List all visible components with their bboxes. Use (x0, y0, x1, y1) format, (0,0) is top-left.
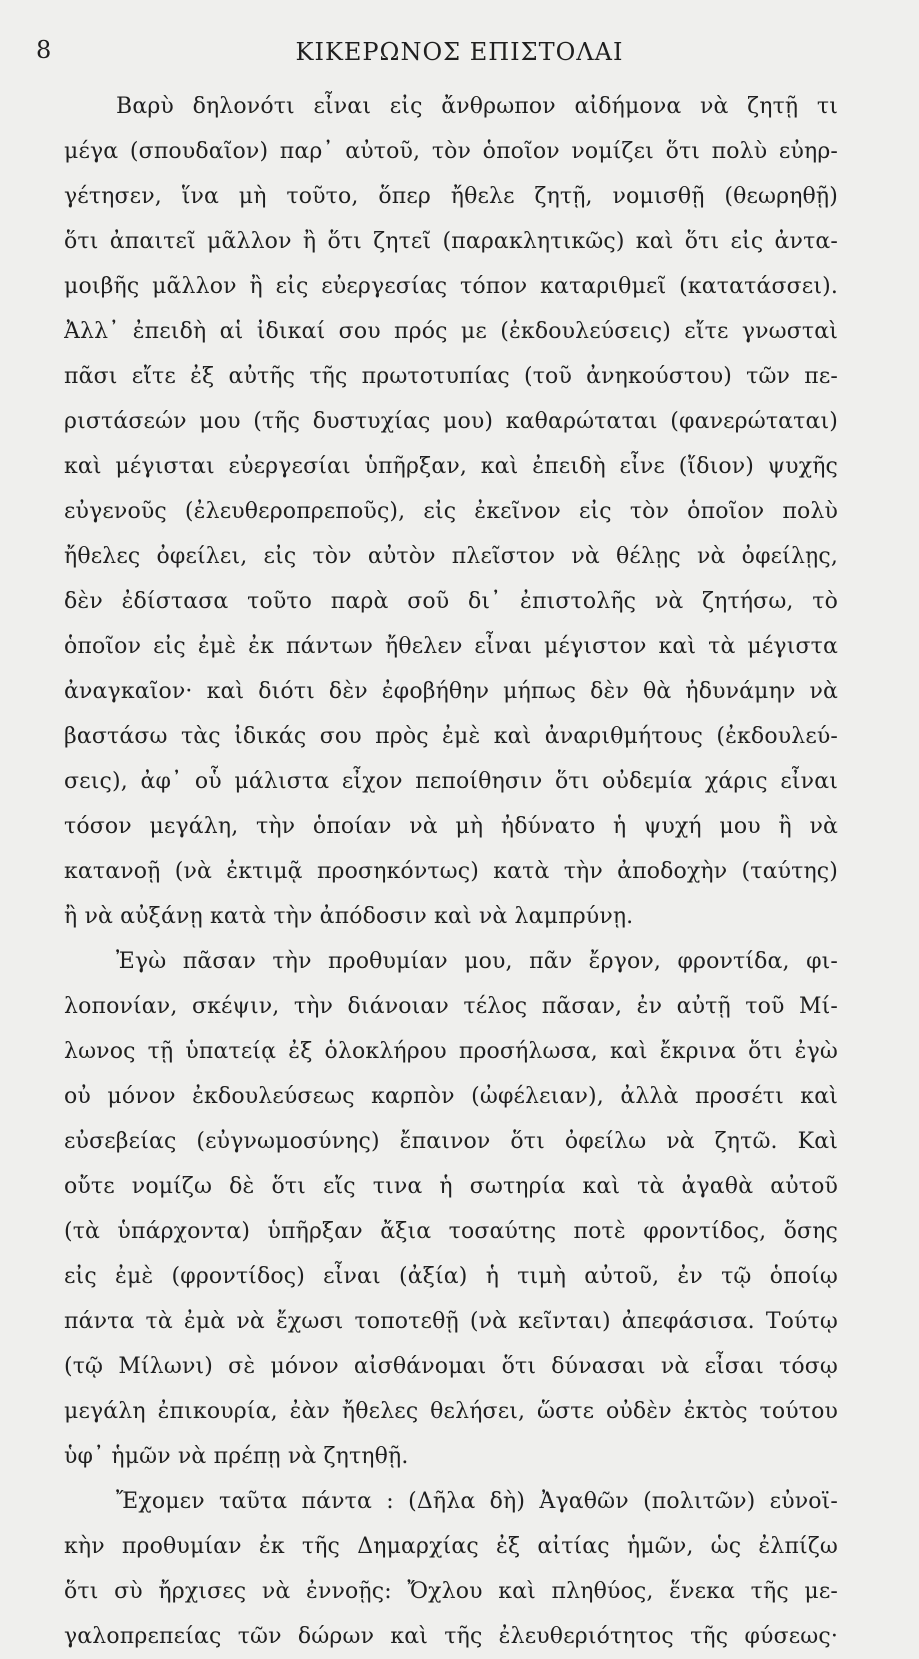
text-line: εὐγενοῦς (ἐλευθεροπρεποῦς), εἰς ἐκεῖνον εἰς τὸν ὁποῖον πολὺ (64, 499, 838, 524)
text-line: λωνος τῇ ὑπατείᾳ ἐξ ὁλοκλήρου προσήλωσα, καὶ ἔκρινα ὅτι ἐγὼ (64, 1039, 838, 1064)
text-line: ὁποῖον εἰς ἐμὲ ἐκ πάντων ἤθελεν εἶναι μέγιστον καὶ τὰ μέγιστα (64, 634, 838, 659)
text-line: δὲν ἐδίστασα τοῦτο παρὰ σοῦ δι᾽ ἐπιστολῆς νὰ ζητήσω, τὸ (64, 589, 838, 614)
text-line: κὴν προθυμίαν ἐκ τῆς Δημαρχίας ἐξ αἰτίας ἡμῶν, ὡς ἐλπίζω (64, 1534, 838, 1559)
text-line: Ἐγὼ πᾶσαν τὴν προθυμίαν μου, πᾶν ἔργον, φροντίδα, φι- (116, 949, 838, 974)
text-line: ριστάσεών μου (τῆς δυστυχίας μου) καθαρώταται (φανερώταται) (64, 409, 838, 434)
body-text (64, 84, 838, 1659)
page-number: 8 (36, 36, 52, 64)
text-line: πᾶσι εἴτε ἐξ αὐτῆς τῆς πρωτοτυπίας (τοῦ ἀνηκούστου) τῶν πε- (64, 364, 838, 389)
text-line: Ἔχομεν ταῦτα πάντα : (Δῆλα δὴ) Ἀγαθῶν (πολιτῶν) εὐνοϊ- (116, 1489, 838, 1514)
text-line: ἤθελες ὀφείλει, εἰς τὸν αὐτὸν πλεῖστον νὰ θέλῃς νὰ ὀφείλῃς, (64, 544, 838, 569)
text-line: (τὰ ὑπάρχοντα) ὑπῆρξαν ἄξια τοσαύτης ποτὲ φροντίδος, ὅσης (64, 1219, 838, 1244)
text-line: λοπονίαν, σκέψιν, τὴν διάνοιαν τέλος πᾶσαν, ἐν αὐτῇ τοῦ Μί- (64, 994, 838, 1019)
text-line: οὔτε νομίζω δὲ ὅτι εἴς τινα ἡ σωτηρία καὶ τὰ ἀγαθὰ αὐτοῦ (64, 1174, 838, 1199)
text-line: βαστάσω τὰς ἰδικάς σου πρὸς ἐμὲ καὶ ἀναριθμήτους (ἐκδουλεύ- (64, 724, 838, 749)
text-line: (τῷ Μίλωνι) σὲ μόνον αἰσθάνομαι ὅτι δύνασαι νὰ εἶσαι τόσῳ (64, 1354, 838, 1379)
text-line: πάντα τὰ ἐμὰ νὰ ἔχωσι τοποτεθῇ (νὰ κεῖνται) ἀπεφάσισα. Τούτῳ (64, 1309, 838, 1334)
text-line: κατανοῇ (νὰ ἐκτιμᾷ προσηκόντως) κατὰ τὴν ἀποδοχὴν (ταύτης) (64, 859, 838, 884)
text-line: εὐσεβείας (εὐγνωμοσύνης) ἔπαινον ὅτι ὀφείλω νὰ ζητῶ. Καὶ (64, 1129, 838, 1154)
text-line: ὅτι σὺ ἤρχισες νὰ ἐννοῇς: Ὄχλου καὶ πληθύος, ἕνεκα τῆς με- (64, 1579, 838, 1604)
text-line: ὅτι ἀπαιτεῖ μᾶλλον ἢ ὅτι ζητεῖ (παρακλητικῶς) καὶ ὅτι εἰς ἀντα- (64, 229, 838, 254)
text-line: Ἀλλ᾽ ἐπειδὴ αἱ ἰδικαί σου πρός με (ἐκδουλεύσεις) εἴτε γνωσταὶ (64, 319, 838, 344)
text-line: ἢ νὰ αὐξάνῃ κατὰ τὴν ἀπόδοσιν καὶ νὰ λαμπρύνῃ. (64, 904, 634, 929)
text-line: γαλοπρεπείας τῶν δώρων καὶ τῆς ἐλευθεριότητος τῆς φύσεως· (64, 1624, 838, 1649)
text-line: Βαρὺ δηλονότι εἶναι εἰς ἄνθρωπον αἰδήμονα νὰ ζητῇ τι (116, 94, 838, 119)
page-header (36, 36, 883, 70)
text-line: γέτησεν, ἵνα μὴ τοῦτο, ὅπερ ἤθελε ζητῇ, νομισθῇ (θεωρηθῇ) (64, 184, 838, 209)
text-line: μοιβῆς μᾶλλον ἢ εἰς εὐεργεσίας τόπον καταριθμεῖ (κατατάσσει). (64, 274, 838, 299)
text-line: σεις), ἀφ᾽ οὗ μάλιστα εἶχον πεποίθησιν ὅτι οὐδεμία χάρις εἶναι (64, 769, 838, 794)
text-line: τόσον μεγάλη, τὴν ὁποίαν νὰ μὴ ἠδύνατο ἡ ψυχή μου ἢ νὰ (64, 814, 838, 839)
text-line: μεγάλη ἐπικουρία, ἐὰν ἤθελες θελήσει, ὥστε οὐδὲν ἐκτὸς τούτου (64, 1399, 838, 1424)
running-title: ΚΙΚΕΡΩΝΟΣ ΕΠΙΣΤΟΛΑΙ (295, 38, 624, 66)
text-line: ἀναγκαῖον· καὶ διότι δὲν ἐφοβήθην μήπως δὲν θὰ ἠδυνάμην νὰ (64, 679, 838, 704)
text-line: μέγα (σπουδαῖον) παρ᾽ αὐτοῦ, τὸν ὁποῖον νομίζει ὅτι πολὺ εὐηρ- (64, 139, 838, 164)
text-line: οὐ μόνον ἐκδουλεύσεως καρπὸν (ὠφέλειαν), ἀλλὰ προσέτι καὶ (64, 1084, 838, 1109)
text-line: εἰς ἐμὲ (φροντίδος) εἶναι (ἀξία) ἡ τιμὴ αὐτοῦ, ἐν τῷ ὁποίῳ (64, 1264, 838, 1289)
text-line: ὑφ᾽ ἡμῶν νὰ πρέπῃ νὰ ζητηθῇ. (64, 1444, 409, 1469)
text-line: καὶ μέγισται εὐεργεσίαι ὑπῆρξαν, καὶ ἐπειδὴ εἶνε (ἴδιον) ψυχῆς (64, 454, 838, 479)
